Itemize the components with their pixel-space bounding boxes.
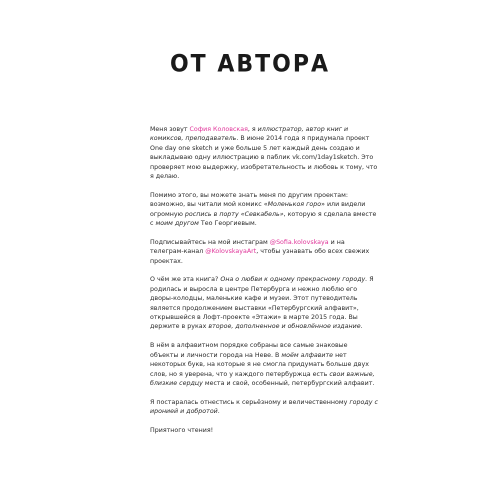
paragraph-closing bbox=[150, 426, 378, 435]
text-fragment: Помимо этого, вы можете знать меня по другим проектам: возможно, вы читали мой комикс « bbox=[150, 191, 349, 209]
text-fragment: . bbox=[360, 323, 363, 331]
text-fragment: . В июне 2014 года я придумала проект One day one sketch и уже больше 5 лет каждый день создаю и выкладываю одну иллюстрацию в паблик vk.com/1day1sketch. Это проверяет мою выдержку, изобретательность и любовь к тому, что я делаю. bbox=[150, 135, 378, 181]
text-fragment: » или видели огромную bbox=[150, 201, 366, 218]
instagram-link[interactable]: @Sofia.kolovskaya bbox=[269, 238, 329, 246]
text-fragment: Подписывайтесь на мой инстаграм bbox=[150, 238, 270, 246]
author-name: София Коловская bbox=[189, 126, 248, 133]
text-fragment: и на телеграм-канал bbox=[150, 238, 345, 256]
author-role: иллюстратор, автор книг и комиксов, преподаватель bbox=[150, 126, 349, 143]
text-fragment: , чтобы узнавать обо всех свежих проектах. bbox=[150, 248, 370, 265]
author-foreword bbox=[150, 125, 378, 445]
text-fragment: , которую я сделала вместе с bbox=[150, 210, 377, 228]
text-fragment: Я родилась и выросла в центре Петербурга и нежно люблю его дворы-колодцы, маленькие кафе и музеи. Этот путеводитель является продолжением выставки «Петербургский алфавит», открывшейся в Лофт-проекте «Этажи» в марте 2015 года. Вы держите в руках bbox=[150, 276, 374, 331]
text-fragment: , я bbox=[247, 126, 258, 133]
paragraph-irony bbox=[150, 398, 378, 417]
closing-line: Приятного чтения! bbox=[150, 426, 214, 434]
comic-title: Моленькоя горо bbox=[267, 201, 322, 209]
text-fragment: Меня зовут bbox=[150, 126, 190, 133]
my-alphabet-phrase: моём алфавите bbox=[281, 351, 334, 359]
irony-phrase: городу с иронией и добротой bbox=[150, 398, 378, 416]
telegram-link[interactable]: @KolovskayaArt bbox=[205, 248, 257, 256]
friend-phrase: моим другом bbox=[155, 220, 199, 228]
paragraph-about-book bbox=[150, 275, 378, 331]
paragraph-projects bbox=[150, 191, 378, 229]
mural-name: роспись в порту «Севкабель» bbox=[184, 210, 284, 218]
text-fragment: места и свой, особенный, петербургский алфавит. bbox=[202, 379, 375, 387]
page-title: ОТ АВТОРА bbox=[169, 51, 331, 78]
book-answer: Она о любви к одному прекрасному городу. bbox=[220, 276, 368, 284]
paragraph-social bbox=[150, 238, 378, 266]
own-places-phrase: свои важные, близкие сердцу bbox=[150, 370, 375, 387]
paragraph-alphabet bbox=[150, 341, 378, 388]
text-fragment: нет некоторых букв, на которые я не смогла придумать больше двух слов, но я уверена, что у каждого петербуржца есть bbox=[150, 351, 369, 378]
paragraph-intro bbox=[150, 125, 378, 181]
text-fragment: . bbox=[217, 408, 220, 416]
text-fragment: В нём в алфавитном порядке собраны все самые знаковые объекты и личности города на Неве. В bbox=[150, 342, 348, 359]
text-fragment: Тео Георгиевым. bbox=[198, 220, 257, 228]
edition-note: второе, дополненное и обновлённое издание bbox=[208, 323, 361, 331]
text-fragment: Я постаралась отнестись к серьёзному и величественному bbox=[150, 398, 350, 406]
text-fragment: О чём же эта книга? bbox=[150, 276, 221, 284]
